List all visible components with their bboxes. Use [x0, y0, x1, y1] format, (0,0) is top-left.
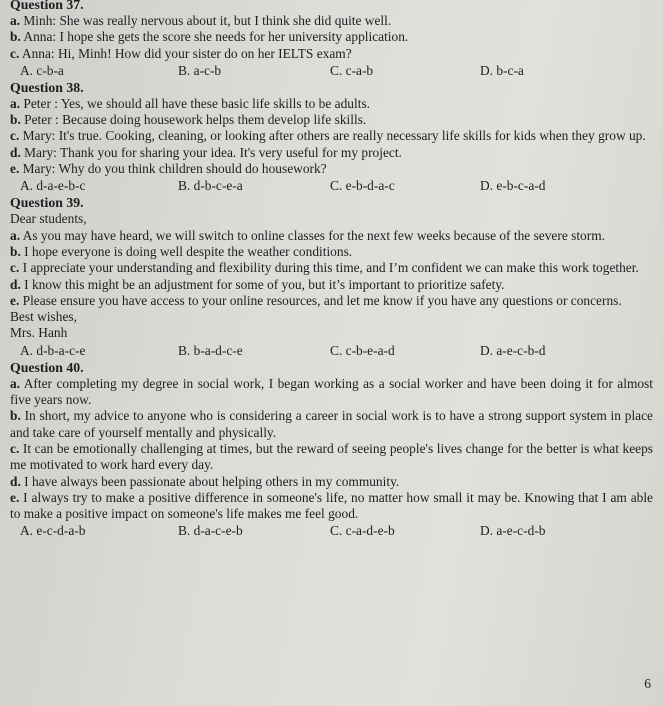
page-number: 6 [644, 676, 651, 691]
item-text: I hope everyone is doing well despite the weather conditions. [20, 243, 353, 259]
q40-item-b [10, 408, 653, 441]
item-letter: e. [10, 489, 20, 505]
q38-item-a [10, 96, 653, 112]
option-b: B. d-a-c-e-b [178, 523, 243, 539]
worksheet-page [10, 0, 653, 539]
item-text: I have always been passionate about helping others in my community. [20, 473, 400, 489]
option-c: C. e-b-d-a-c [330, 178, 395, 194]
item-text: I know this might be an adjustment for some of you, but it’s important to prioritize safety. [20, 276, 505, 292]
item-letter: d. [10, 276, 21, 292]
q39-options [10, 342, 653, 359]
item-letter: e. [10, 161, 20, 177]
option-d: D. a-e-c-b-d [480, 342, 546, 358]
q40-item-a [10, 376, 653, 409]
q39-item-d [10, 277, 653, 293]
item-text: Mary: Why do you think children should do housework? [19, 161, 327, 177]
q40-item-d [10, 474, 653, 490]
q38-item-e [10, 161, 653, 177]
item-letter: c. [10, 45, 20, 61]
q38-item-d [10, 145, 653, 161]
q37-item-b [10, 29, 653, 45]
q39-item-b [10, 244, 653, 260]
question-39-title: Question 39. [10, 195, 84, 211]
option-b: B. b-a-d-c-e [178, 342, 243, 358]
q38-item-c [10, 128, 653, 144]
q40-options [10, 522, 653, 539]
option-d: D. b-c-a [480, 62, 524, 78]
item-text: I appreciate your understanding and flexibility during this time, and I’m confident we can make this work together. [19, 260, 639, 276]
item-letter: a. [10, 13, 21, 28]
item-letter: a. [10, 375, 21, 391]
item-letter: b. [10, 29, 21, 45]
item-text: Minh: She was really nervous about it, but I think she did quite well. [20, 13, 392, 28]
option-a: A. d-a-e-b-c [20, 178, 86, 194]
option-a: A. d-b-a-c-e [20, 342, 86, 358]
option-d: D. e-b-c-a-d [480, 178, 546, 194]
q39-closing: Best wishes, [10, 309, 77, 325]
item-text: As you may have heard, we will switch to online classes for the next few weeks because of the severe storm. [20, 227, 605, 243]
option-c: C. c-b-e-a-d [330, 342, 395, 358]
item-letter: d. [10, 144, 21, 160]
item-letter: d. [10, 473, 21, 489]
item-text: Mary: It's true. Cooking, cleaning, or looking after others are really necessary life skills for kids when they grow up. [19, 128, 646, 144]
item-text: Peter : Yes, we should all have these basic life skills to be adults. [20, 95, 371, 111]
item-text: After completing my degree in social work, I began working as a social worker and have been doing it for almost five years now. [10, 375, 653, 408]
option-b: B. d-b-c-e-a [178, 178, 243, 194]
question-37-title: Question 37. [10, 0, 84, 12]
option-c: C. c-a-b [330, 62, 374, 78]
item-text: Peter : Because doing housework helps them develop life skills. [20, 112, 367, 128]
q39-item-e [10, 293, 653, 309]
item-text: In short, my advice to anyone who is considering a career in social work is to have a strong support system in place and take care of yourself mentally and physically. [10, 408, 653, 440]
question-38-title: Question 38. [10, 79, 84, 95]
item-letter: c. [10, 260, 20, 276]
item-letter: a. [10, 227, 21, 243]
item-text: Please ensure you have access to your online resources, and let me know if you have any questions or concerns. [19, 292, 622, 308]
q37-options [10, 62, 653, 79]
item-text: Mary: Thank you for sharing your idea. It's very useful for my project. [20, 144, 402, 160]
option-d: D. a-e-c-d-b [480, 523, 546, 539]
q39-signature: Mrs. Hanh [10, 325, 68, 341]
item-text: It can be emotionally challenging at times, but the reward of seeing people's lives change for the better is what keeps me motivated to work hard every day. [10, 440, 653, 473]
q40-item-e [10, 490, 653, 523]
option-a: A. c-b-a [20, 62, 64, 78]
q38-item-b [10, 112, 653, 128]
question-40-title: Question 40. [10, 359, 84, 375]
option-c: C. c-a-d-e-b [330, 523, 395, 539]
q38-options [10, 177, 653, 194]
q37-item-a [10, 13, 653, 29]
item-text: Anna: Hi, Minh! How did your sister do on her IELTS exam? [19, 45, 352, 61]
item-text: I always try to make a positive difference in someone's life, no matter how small it may be. Knowing that I am able to make a positive impact on someone's life makes me feel good. [10, 489, 653, 522]
option-a: A. e-c-d-a-b [20, 523, 86, 539]
item-letter: a. [10, 95, 21, 111]
item-letter: c. [10, 128, 20, 144]
q39-item-a [10, 228, 653, 244]
q39-item-c [10, 260, 653, 276]
item-text: Anna: I hope she gets the score she needs for her university application. [20, 29, 409, 45]
q37-item-c [10, 46, 653, 62]
q40-item-c [10, 441, 653, 474]
option-b: B. a-c-b [178, 62, 222, 78]
item-letter: e. [10, 292, 20, 308]
q39-greeting: Dear students, [10, 211, 87, 227]
item-letter: b. [10, 112, 21, 128]
item-letter: b. [10, 243, 21, 259]
item-letter: b. [10, 408, 21, 424]
item-letter: c. [10, 440, 20, 456]
